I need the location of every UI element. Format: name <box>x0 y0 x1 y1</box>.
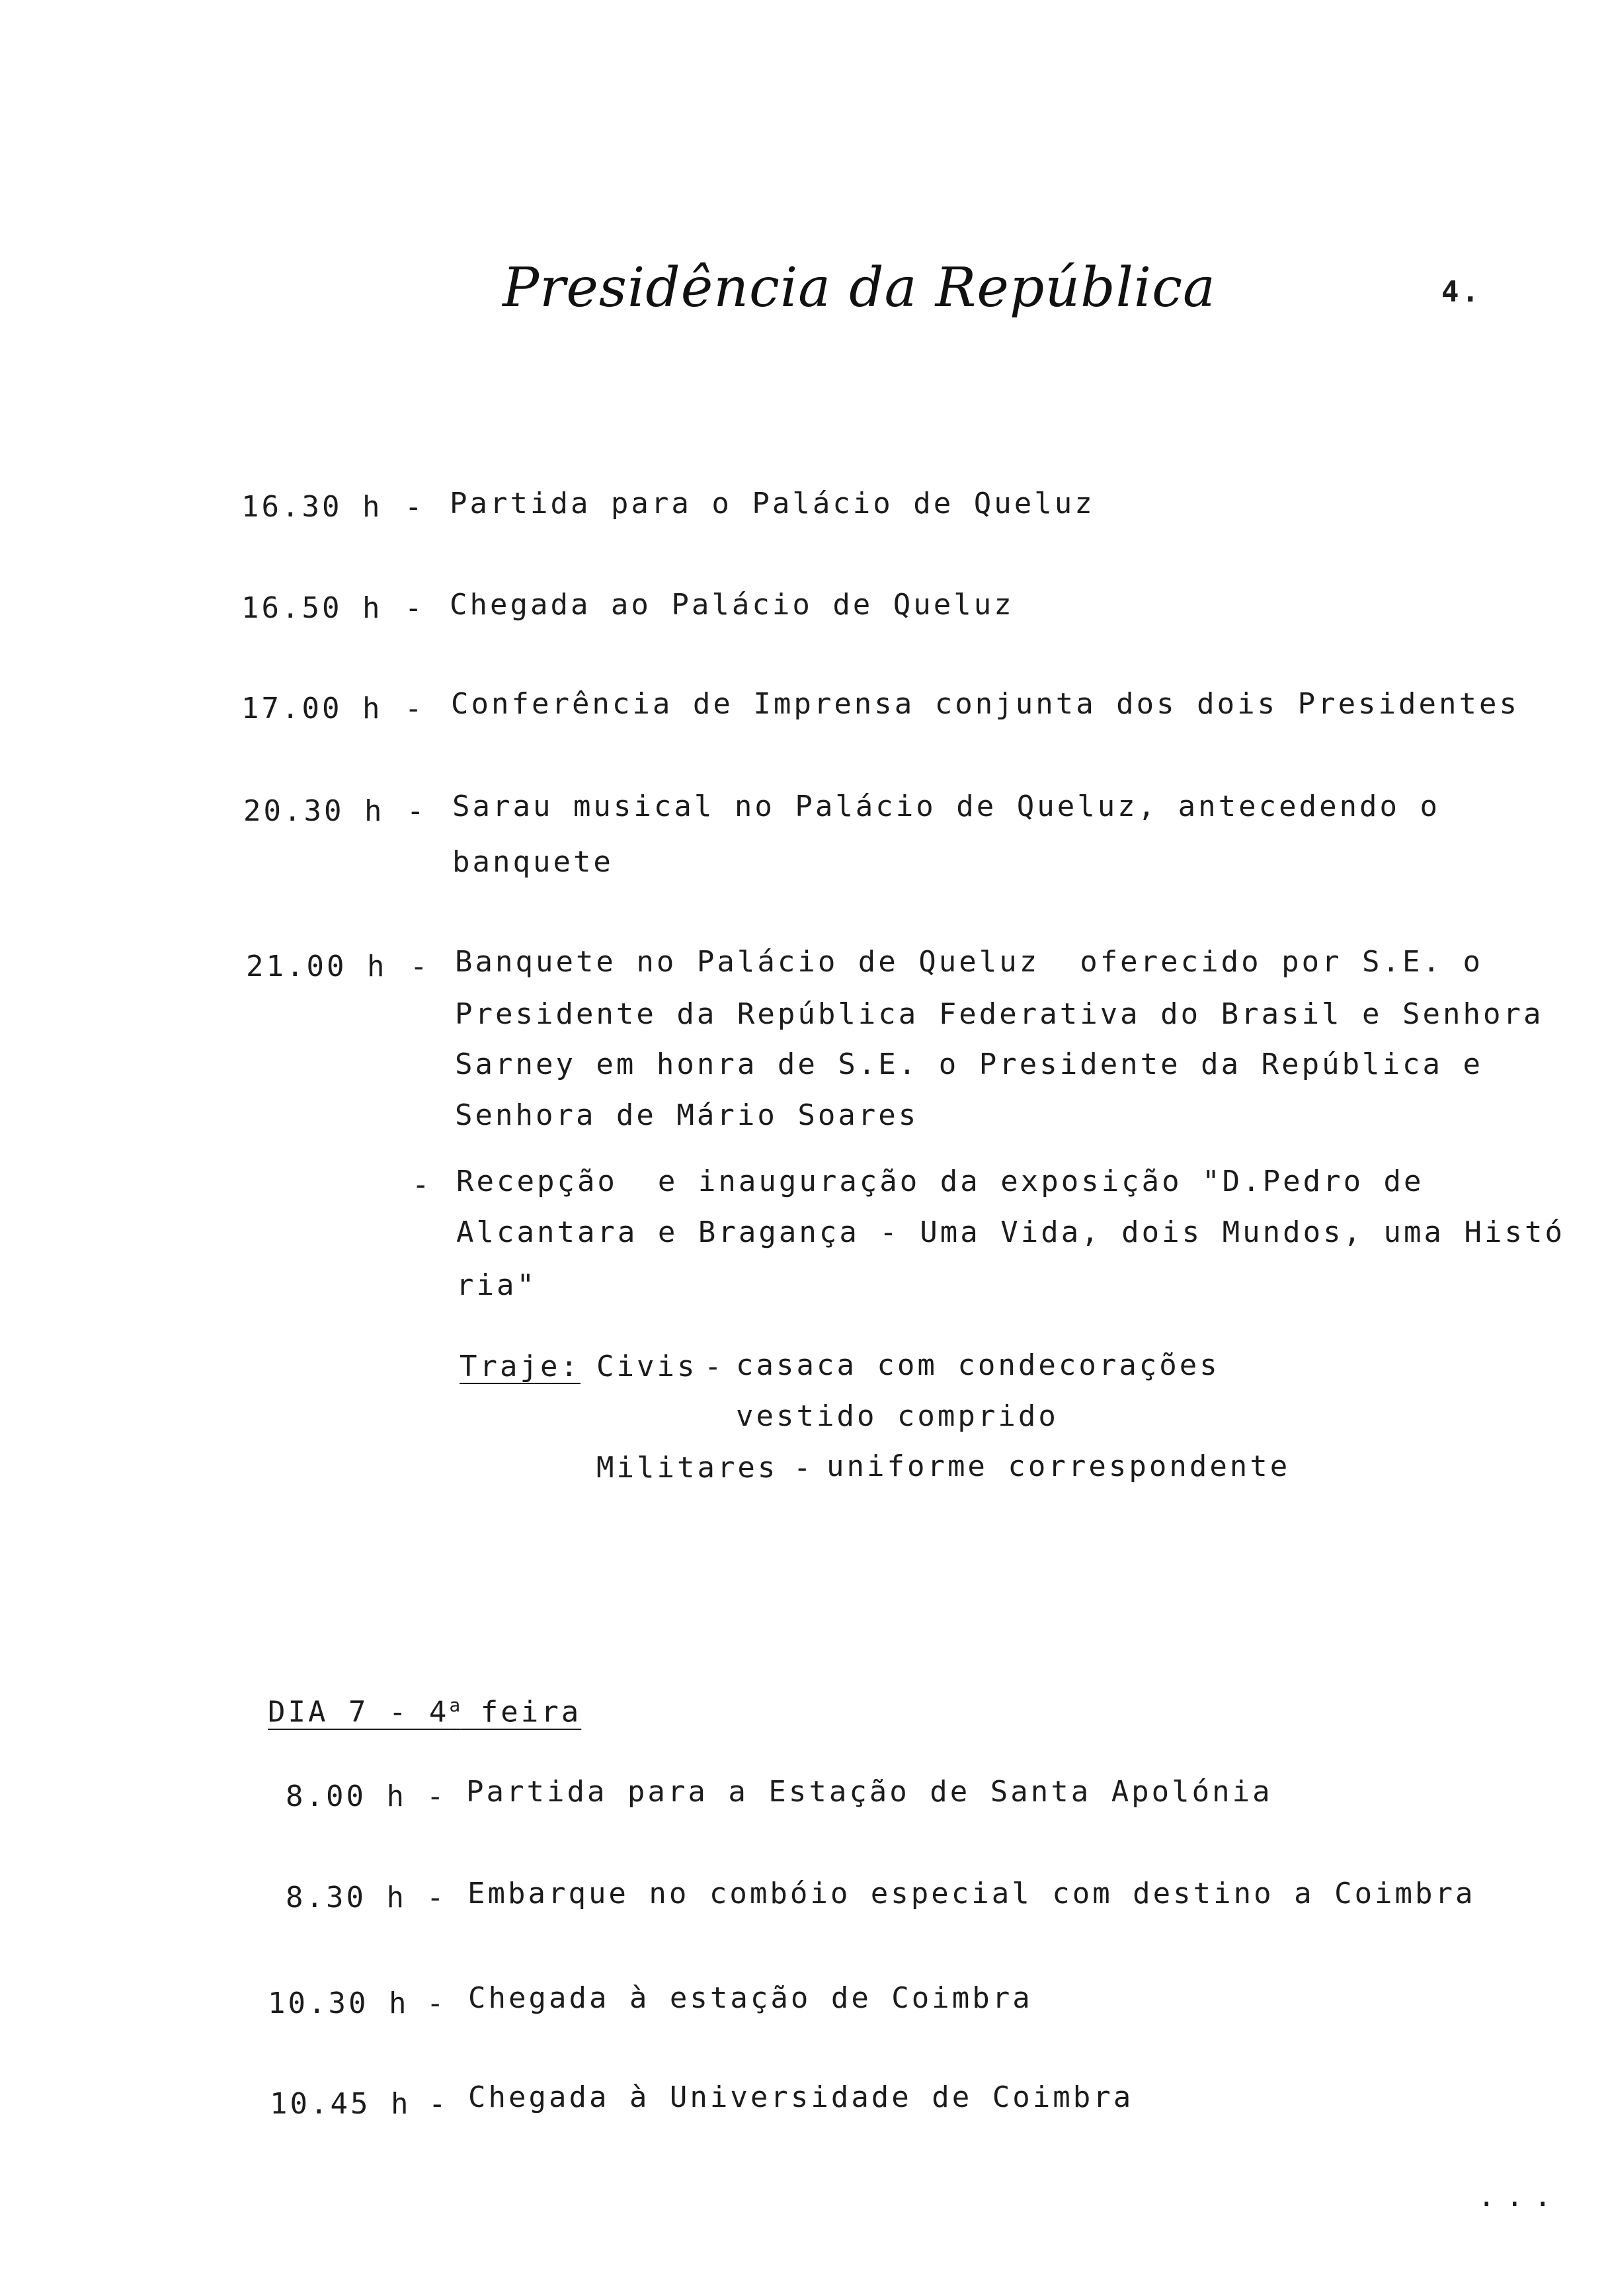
entry-dash: - <box>426 1987 447 2020</box>
entry-text: Partida para o Palácio de Queluz <box>450 487 1095 520</box>
entry-dash: - <box>426 1881 447 1914</box>
civis-label: Civis <box>596 1350 698 1383</box>
day7-heading: DIA 7 - 4$^a$ feira <box>268 1694 582 1729</box>
entry-dash: - <box>405 490 425 524</box>
entry-dash: - <box>405 591 425 625</box>
entry-dash: - <box>412 1168 432 1202</box>
entry-time: 10.45 h <box>270 2087 411 2121</box>
entry-text: banquete <box>452 845 614 879</box>
entry-time: 21.00 h <box>246 950 387 983</box>
entry-time: 20.30 h <box>243 794 385 828</box>
civis-women: vestido comprido <box>736 1399 1059 1433</box>
entry-time: 10.30 h <box>268 1987 409 2020</box>
entry-text: Partida para a Estação de Santa Apolónia <box>466 1775 1273 1809</box>
entry-time: 8.30 h <box>286 1881 407 1914</box>
entry-time: 17.00 h <box>241 692 383 725</box>
civis-men: casaca com condecorações <box>736 1348 1220 1382</box>
reception-text: Recepção e inauguração da exposição "D.Pedro de <box>456 1165 1424 1198</box>
entry-time: 16.30 h <box>241 490 383 524</box>
dress-dash: - <box>704 1350 725 1383</box>
dress-code-label: Traje: <box>460 1350 581 1383</box>
entry-text: Banquete no Palácio de Queluz oferecido por S.E. o <box>455 945 1484 979</box>
entry-dash: - <box>428 2087 449 2121</box>
militares-value: uniforme correspondente <box>826 1450 1291 1483</box>
entry-text: Conferência de Imprensa conjunta dos dois Presidentes <box>451 687 1519 721</box>
dress-dash: - <box>793 1451 814 1485</box>
militares-label: Militares <box>596 1451 778 1485</box>
page-number: 4. <box>1441 275 1482 309</box>
entry-time: 16.50 h <box>241 591 383 625</box>
entry-text: Senhora de Mário Soares <box>455 1098 919 1132</box>
entry-text: Chegada à estação de Coimbra <box>468 1981 1033 2015</box>
entry-time: 8.00 h <box>286 1780 407 1813</box>
continuation-dots: ... <box>1478 2180 1562 2213</box>
entry-dash: - <box>407 794 427 828</box>
entry-text: Chegada ao Palácio de Queluz <box>450 588 1014 622</box>
entry-text: Chegada à Universidade de Coimbra <box>468 2080 1134 2114</box>
entry-dash: - <box>405 692 425 725</box>
entry-text: Sarau musical no Palácio de Queluz, antecedendo o <box>452 790 1441 823</box>
entry-text: Embarque no combóio especial com destino a Coimbra <box>467 1877 1476 1910</box>
entry-text: Presidente da República Federativa do Brasil e Senhora <box>455 997 1544 1031</box>
entry-dash: - <box>426 1780 447 1813</box>
letterhead: Presidência da República <box>502 257 1216 319</box>
entry-dash: - <box>410 950 430 983</box>
reception-text: ria" <box>456 1268 537 1302</box>
entry-text: Sarney em honra de S.E. o Presidente da República e <box>455 1047 1484 1081</box>
reception-text: Alcantara e Bragança - Uma Vida, dois Mundos, uma Histó <box>456 1215 1565 1249</box>
